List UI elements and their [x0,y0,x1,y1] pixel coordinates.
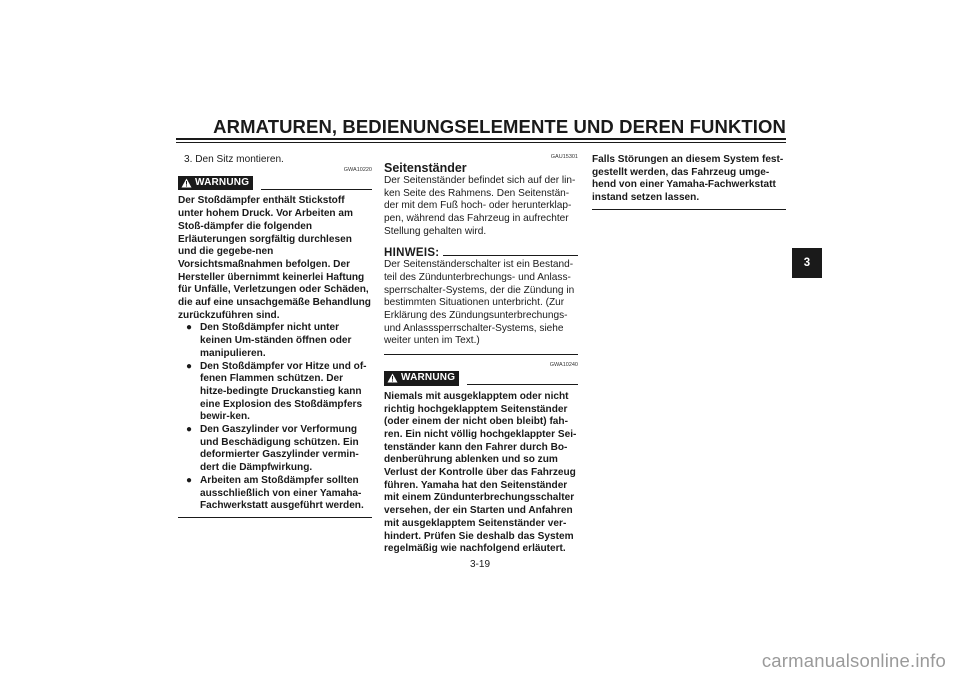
chapter-tab: 3 [792,248,822,278]
warning-list-item [178,475,372,513]
note-label: HINWEIS: [384,246,440,259]
warning-label: WARNUNG [195,176,250,188]
warning-list-text: Den Gaszylinder vor Verformung und Beschädigung schützen. Ein deformierter Gaszylinder vermin-dert die Dämpfwirkung. [200,424,359,474]
section-title: Seitenständer [384,161,467,175]
section-code: GAU15301 [550,154,578,160]
warning-end-rule [178,517,372,518]
warning-list [178,322,372,513]
warning-header [384,371,578,386]
bullet-icon: ● [186,474,193,486]
bullet-icon: ● [186,424,193,436]
warning-rule [467,372,578,385]
warning-badge [178,176,253,191]
warning-list-item [178,424,372,475]
warning-list-text: Den Stoßdämpfer nicht unter keinen Um-ständen öffnen oder manipulieren. [200,322,352,359]
warning-list-text: Arbeiten am Stoßdämpfer sollten ausschließlich von einer Yamaha-Fachwerkstatt ausgeführt werden. [200,474,364,512]
bullet-icon: ● [186,322,193,334]
header-rule [176,138,786,140]
warning-header [178,176,372,191]
warning-code: GWA10220 [343,166,372,173]
watermark: carmanualsonline.info [761,650,946,671]
bullet-icon: ● [186,360,193,372]
column-middle [384,154,578,556]
warning-intro: Der Stoßdämpfer enthält Stickstoff unter hohem Druck. Vor Arbeiten am Stoß-dämpfer die folgenden Erläuterungen sorgfältig durchlesen und die gegebe-nen Vorsichtsmaßnahmen befolgen. Der Hersteller übernimmt keinerlei Haftung für Unfälle, Verletzungen oder Schäden, die auf eine unsachgemäße Behandlung zurückzuführen sind. [178,195,371,321]
warning-triangle-icon [181,178,192,188]
note-rule [443,255,578,256]
column-left [178,154,372,518]
warning-continuation: Falls Störungen an diesem System fest-gestellt werden, das Fahrzeug umge-hend von einer Yamaha-Fachwerkstatt instand setzen lassen. [592,154,784,204]
warning-list-item [178,361,372,425]
chapter-title: ARMATUREN, BEDIENUNGSELEMENTE UND DEREN FUNKTION [213,116,786,137]
note-text: Der Seitenständerschalter ist ein Bestand-teil des Zündunterbrechungs- und Anlass-sperrschalter-Systems, der die Zündung in bestimmten Situationen unterbricht. (Zur Erklärung des Zündungsunterbrechungs- und Anlasssperrschalter-Systems, siehe weiter unten im Text.) [384,259,575,347]
warning-end-rule [592,209,786,210]
warning-list-item [178,322,372,360]
note-header [384,247,578,260]
warning-list-text: Den Stoßdämpfer vor Hitze und of-fenen Flammen schützen. Der hitze-bedingte Druckanstieg kann eine Explosion des Stoßdämpfers bewir-ken. [200,360,367,423]
warning-badge [384,371,459,386]
warning-triangle-icon [387,373,398,383]
section-text: Der Seitenständer befindet sich auf der lin-ken Seite des Rahmens. Den Seitenstän-der mit dem Fuß hoch- oder herunterklap-pen, während das Fahrzeug in aufrechter Stellung gehalten wird. [384,175,576,237]
warning-text: Niemals mit ausgeklapptem oder nicht richtig hochgeklapptem Seitenständer (oder einem der nicht oben bleibt) fah-ren. Ein nicht völlig hochgeklappter Sei-tenständer kann den Fahrer durch Bo-denberührung ablenken und so zum Verlust der Kontrolle über das Fahrzeug führen. Yamaha hat den Seitenständer mit einem Zündunterbrechungsschalter versehen, der ein Starten und Anfahren mit ausgeklapptem Seitenständer ver-hindert. Prüfen Sie deshalb das System regelmäßig wie nachfolgend erläutert. [384,390,577,555]
warning-rule [261,177,372,190]
column-right [592,154,786,210]
step-text: 3. Den Sitz montieren. [184,154,284,165]
warning-code: GWA10240 [549,362,578,369]
page-number: 3-19 [469,559,490,570]
warning-label: WARNUNG [401,372,456,384]
note-end-rule [384,354,578,355]
header-rule-thin [176,142,786,143]
